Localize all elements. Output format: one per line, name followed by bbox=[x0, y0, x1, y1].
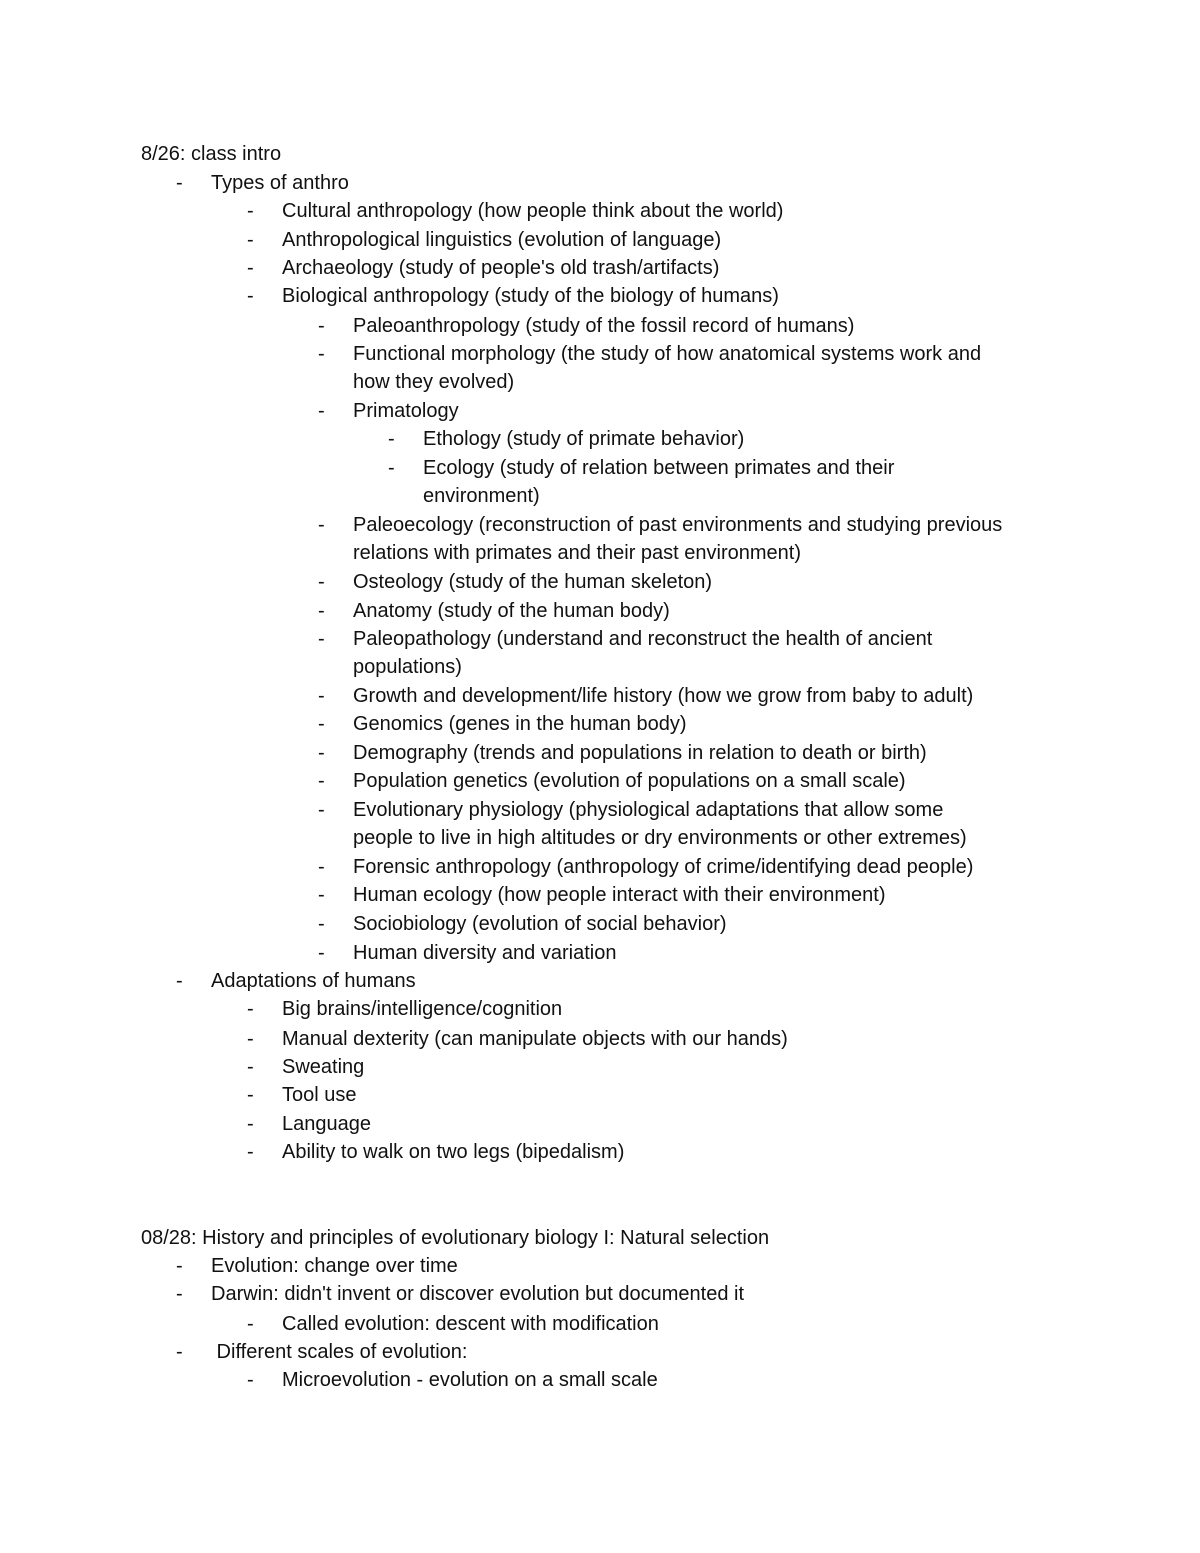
section-heading-evolutionary-biology: 08/28: History and principles of evolutionary biology I: Natural selection bbox=[141, 1227, 770, 1249]
list-item-continuation: people to live in high altitudes or dry environments or other extremes) bbox=[353, 827, 967, 849]
list-item-continuation: how they evolved) bbox=[353, 371, 515, 393]
list-item: Manual dexterity (can manipulate objects with our hands) bbox=[282, 1028, 788, 1050]
list-dash: - bbox=[318, 742, 325, 764]
list-item: Tool use bbox=[282, 1084, 357, 1106]
list-dash: - bbox=[318, 884, 325, 906]
list-dash: - bbox=[318, 713, 325, 735]
list-dash: - bbox=[318, 514, 325, 536]
list-dash: - bbox=[176, 1341, 183, 1363]
list-item-continuation: environment) bbox=[423, 485, 540, 507]
list-item: Language bbox=[282, 1113, 371, 1135]
list-dash: - bbox=[247, 1056, 254, 1078]
list-dash: - bbox=[318, 913, 325, 935]
list-item: Demography (trends and populations in relation to death or birth) bbox=[353, 742, 927, 764]
list-item: Ecology (study of relation between primates and their bbox=[423, 457, 895, 479]
list-dash: - bbox=[247, 200, 254, 222]
list-item: Paleoecology (reconstruction of past environments and studying previous bbox=[353, 514, 1003, 536]
list-item: Called evolution: descent with modification bbox=[282, 1313, 659, 1335]
list-item: Ethology (study of primate behavior) bbox=[423, 428, 745, 450]
list-item-continuation: populations) bbox=[353, 656, 462, 678]
list-item: Biological anthropology (study of the biology of humans) bbox=[282, 285, 779, 307]
list-dash: - bbox=[318, 400, 325, 422]
list-dash: - bbox=[388, 428, 395, 450]
list-item: Sociobiology (evolution of social behavior) bbox=[353, 913, 727, 935]
list-item: Population genetics (evolution of populations on a small scale) bbox=[353, 770, 906, 792]
list-dash: - bbox=[176, 970, 183, 992]
list-item: Paleopathology (understand and reconstruct the health of ancient bbox=[353, 628, 933, 650]
list-dash: - bbox=[318, 343, 325, 365]
list-dash: - bbox=[318, 856, 325, 878]
list-item: Evolutionary physiology (physiological adaptations that allow some bbox=[353, 799, 944, 821]
list-dash: - bbox=[318, 600, 325, 622]
list-item: Primatology bbox=[353, 400, 459, 422]
list-item: Different scales of evolution: bbox=[211, 1341, 468, 1363]
section-heading-class-intro: 8/26: class intro bbox=[141, 143, 282, 165]
list-item-types-of-anthro: Types of anthro bbox=[211, 172, 349, 194]
list-dash: - bbox=[318, 628, 325, 650]
list-dash: - bbox=[247, 1113, 254, 1135]
list-dash: - bbox=[176, 1283, 183, 1305]
list-item-continuation: relations with primates and their past environment) bbox=[353, 542, 801, 564]
list-dash: - bbox=[318, 571, 325, 593]
list-dash: - bbox=[318, 770, 325, 792]
list-dash: - bbox=[318, 799, 325, 821]
list-item: Genomics (genes in the human body) bbox=[353, 713, 687, 735]
list-item: Ability to walk on two legs (bipedalism) bbox=[282, 1141, 625, 1163]
list-item: Darwin: didn't invent or discover evolution but documented it bbox=[211, 1283, 744, 1305]
list-item: Functional morphology (the study of how anatomical systems work and bbox=[353, 343, 982, 365]
list-dash: - bbox=[247, 1028, 254, 1050]
list-item: Anthropological linguistics (evolution of language) bbox=[282, 229, 722, 251]
list-dash: - bbox=[318, 942, 325, 964]
list-dash: - bbox=[247, 1369, 254, 1391]
list-item: Evolution: change over time bbox=[211, 1255, 458, 1277]
list-item: Microevolution - evolution on a small scale bbox=[282, 1369, 658, 1391]
list-dash: - bbox=[318, 685, 325, 707]
list-dash: - bbox=[247, 285, 254, 307]
list-item: Human diversity and variation bbox=[353, 942, 617, 964]
list-dash: - bbox=[388, 457, 395, 479]
list-item: Forensic anthropology (anthropology of crime/identifying dead people) bbox=[353, 856, 974, 878]
list-dash: - bbox=[247, 1141, 254, 1163]
list-item: Anatomy (study of the human body) bbox=[353, 600, 670, 622]
list-item: Growth and development/life history (how we grow from baby to adult) bbox=[353, 685, 974, 707]
list-dash: - bbox=[318, 315, 325, 337]
list-dash: - bbox=[247, 1084, 254, 1106]
list-dash: - bbox=[247, 1313, 254, 1335]
list-item-adaptations: Adaptations of humans bbox=[211, 970, 416, 992]
list-dash: - bbox=[247, 998, 254, 1020]
list-item: Human ecology (how people interact with their environment) bbox=[353, 884, 886, 906]
list-item: Paleoanthropology (study of the fossil record of humans) bbox=[353, 315, 855, 337]
list-item: Cultural anthropology (how people think about the world) bbox=[282, 200, 784, 222]
list-dash: - bbox=[176, 172, 183, 194]
list-item: Archaeology (study of people's old trash/artifacts) bbox=[282, 257, 720, 279]
list-item: Sweating bbox=[282, 1056, 365, 1078]
list-dash: - bbox=[247, 257, 254, 279]
list-item: Big brains/intelligence/cognition bbox=[282, 998, 563, 1020]
list-dash: - bbox=[176, 1255, 183, 1277]
list-dash: - bbox=[247, 229, 254, 251]
list-item: Osteology (study of the human skeleton) bbox=[353, 571, 713, 593]
